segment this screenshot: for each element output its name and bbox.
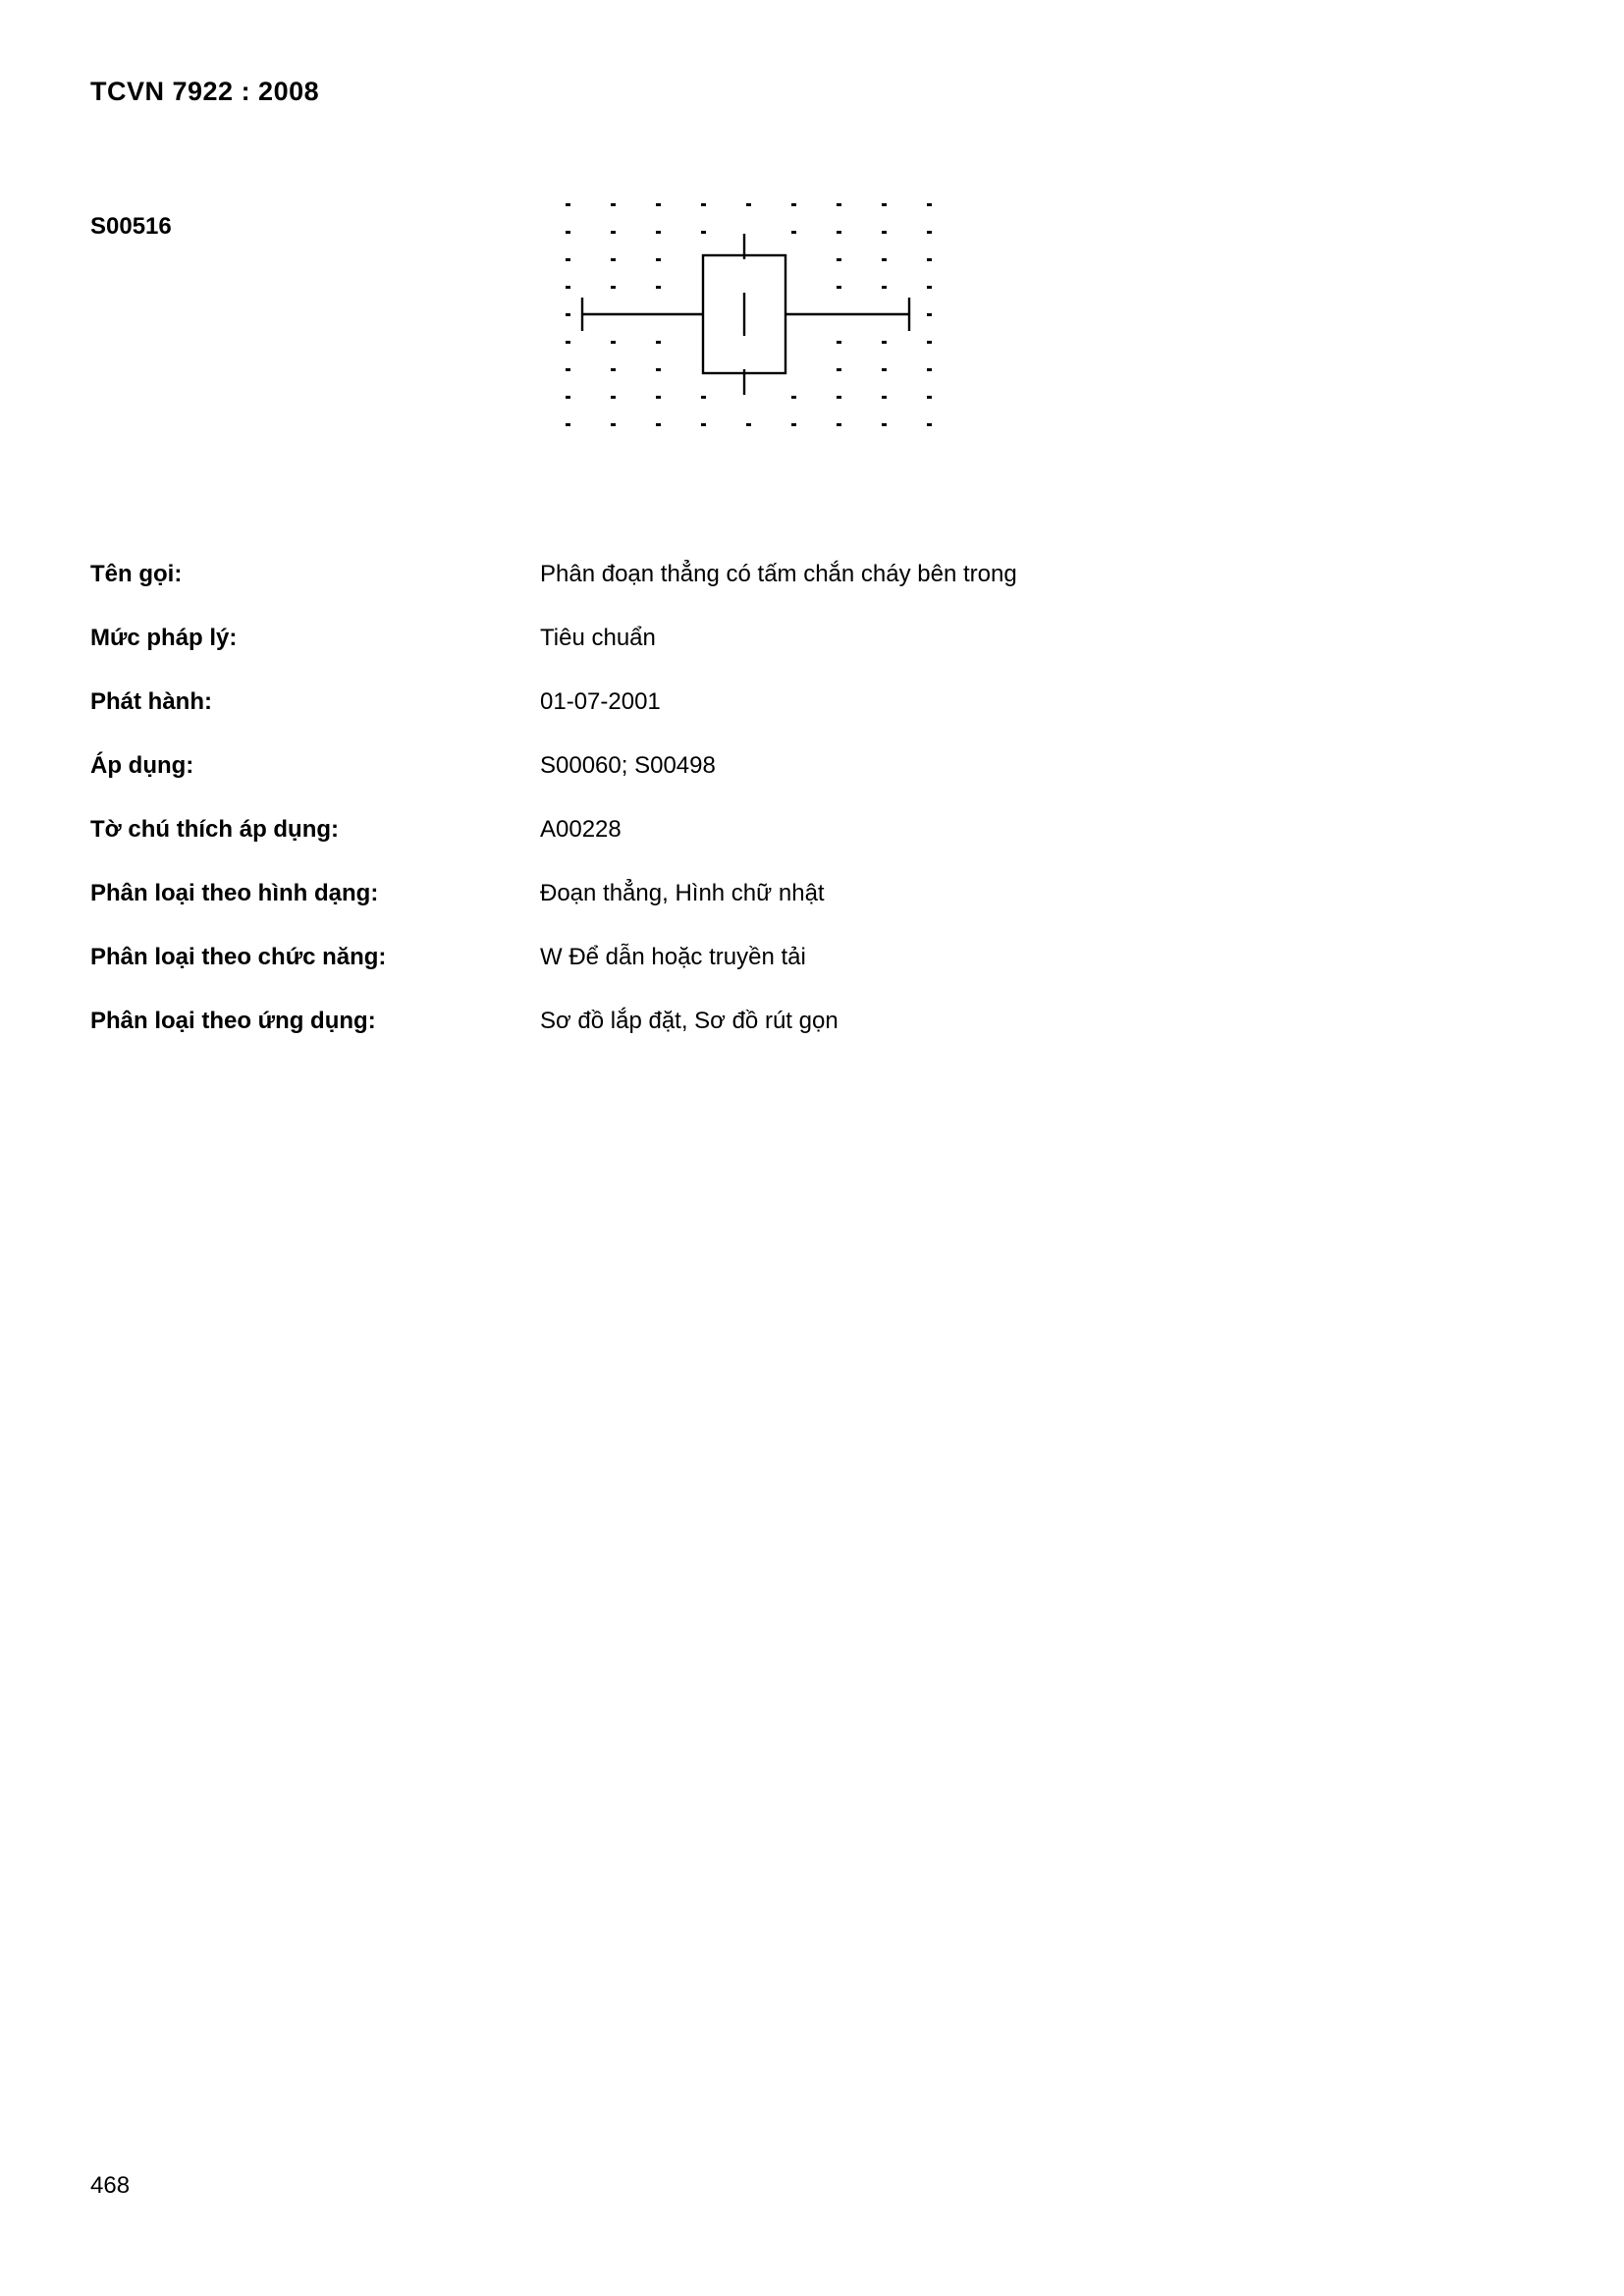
table-row — [90, 815, 1170, 879]
table-row — [90, 560, 1170, 624]
duct-symbol — [582, 234, 909, 395]
spec-value: Sơ đồ lắp đặt, Sơ đồ rút gọn — [540, 1008, 839, 1034]
table-row — [90, 1007, 1170, 1070]
spec-label: Mức pháp lý: — [90, 625, 238, 651]
symbol-drawing — [538, 187, 950, 432]
spec-value: Phân đoạn thẳng có tấm chắn cháy bên trong — [540, 561, 1017, 587]
page-number: 468 — [90, 2172, 131, 2199]
spec-value: A00228 — [540, 816, 622, 843]
specification-table — [90, 560, 1170, 1070]
spec-label: Phát hành: — [90, 688, 212, 715]
page-title: TCVN 7922 : 2008 — [90, 77, 320, 106]
table-row — [90, 687, 1170, 751]
spec-label: Phân loại theo hình dạng: — [90, 880, 379, 906]
spec-label: Tờ chú thích áp dụng: — [90, 816, 340, 843]
spec-value: Đoạn thẳng, Hình chữ nhật — [540, 880, 825, 906]
spec-value: S00060; S00498 — [540, 752, 716, 779]
spec-label: Phân loại theo ứng dụng: — [90, 1008, 376, 1034]
spec-label: Áp dụng: — [90, 752, 194, 779]
table-row — [90, 943, 1170, 1007]
spec-label: Tên gọi: — [90, 561, 183, 587]
spec-value: W Để dẫn hoặc truyền tải — [540, 944, 806, 970]
table-row — [90, 751, 1170, 815]
spec-value: 01-07-2001 — [540, 688, 661, 715]
spec-value: Tiêu chuẩn — [540, 625, 656, 651]
symbol-code: S00516 — [90, 213, 172, 240]
table-row — [90, 624, 1170, 687]
table-row — [90, 879, 1170, 943]
symbol-figure — [538, 187, 950, 432]
spec-label: Phân loại theo chức năng: — [90, 944, 387, 970]
